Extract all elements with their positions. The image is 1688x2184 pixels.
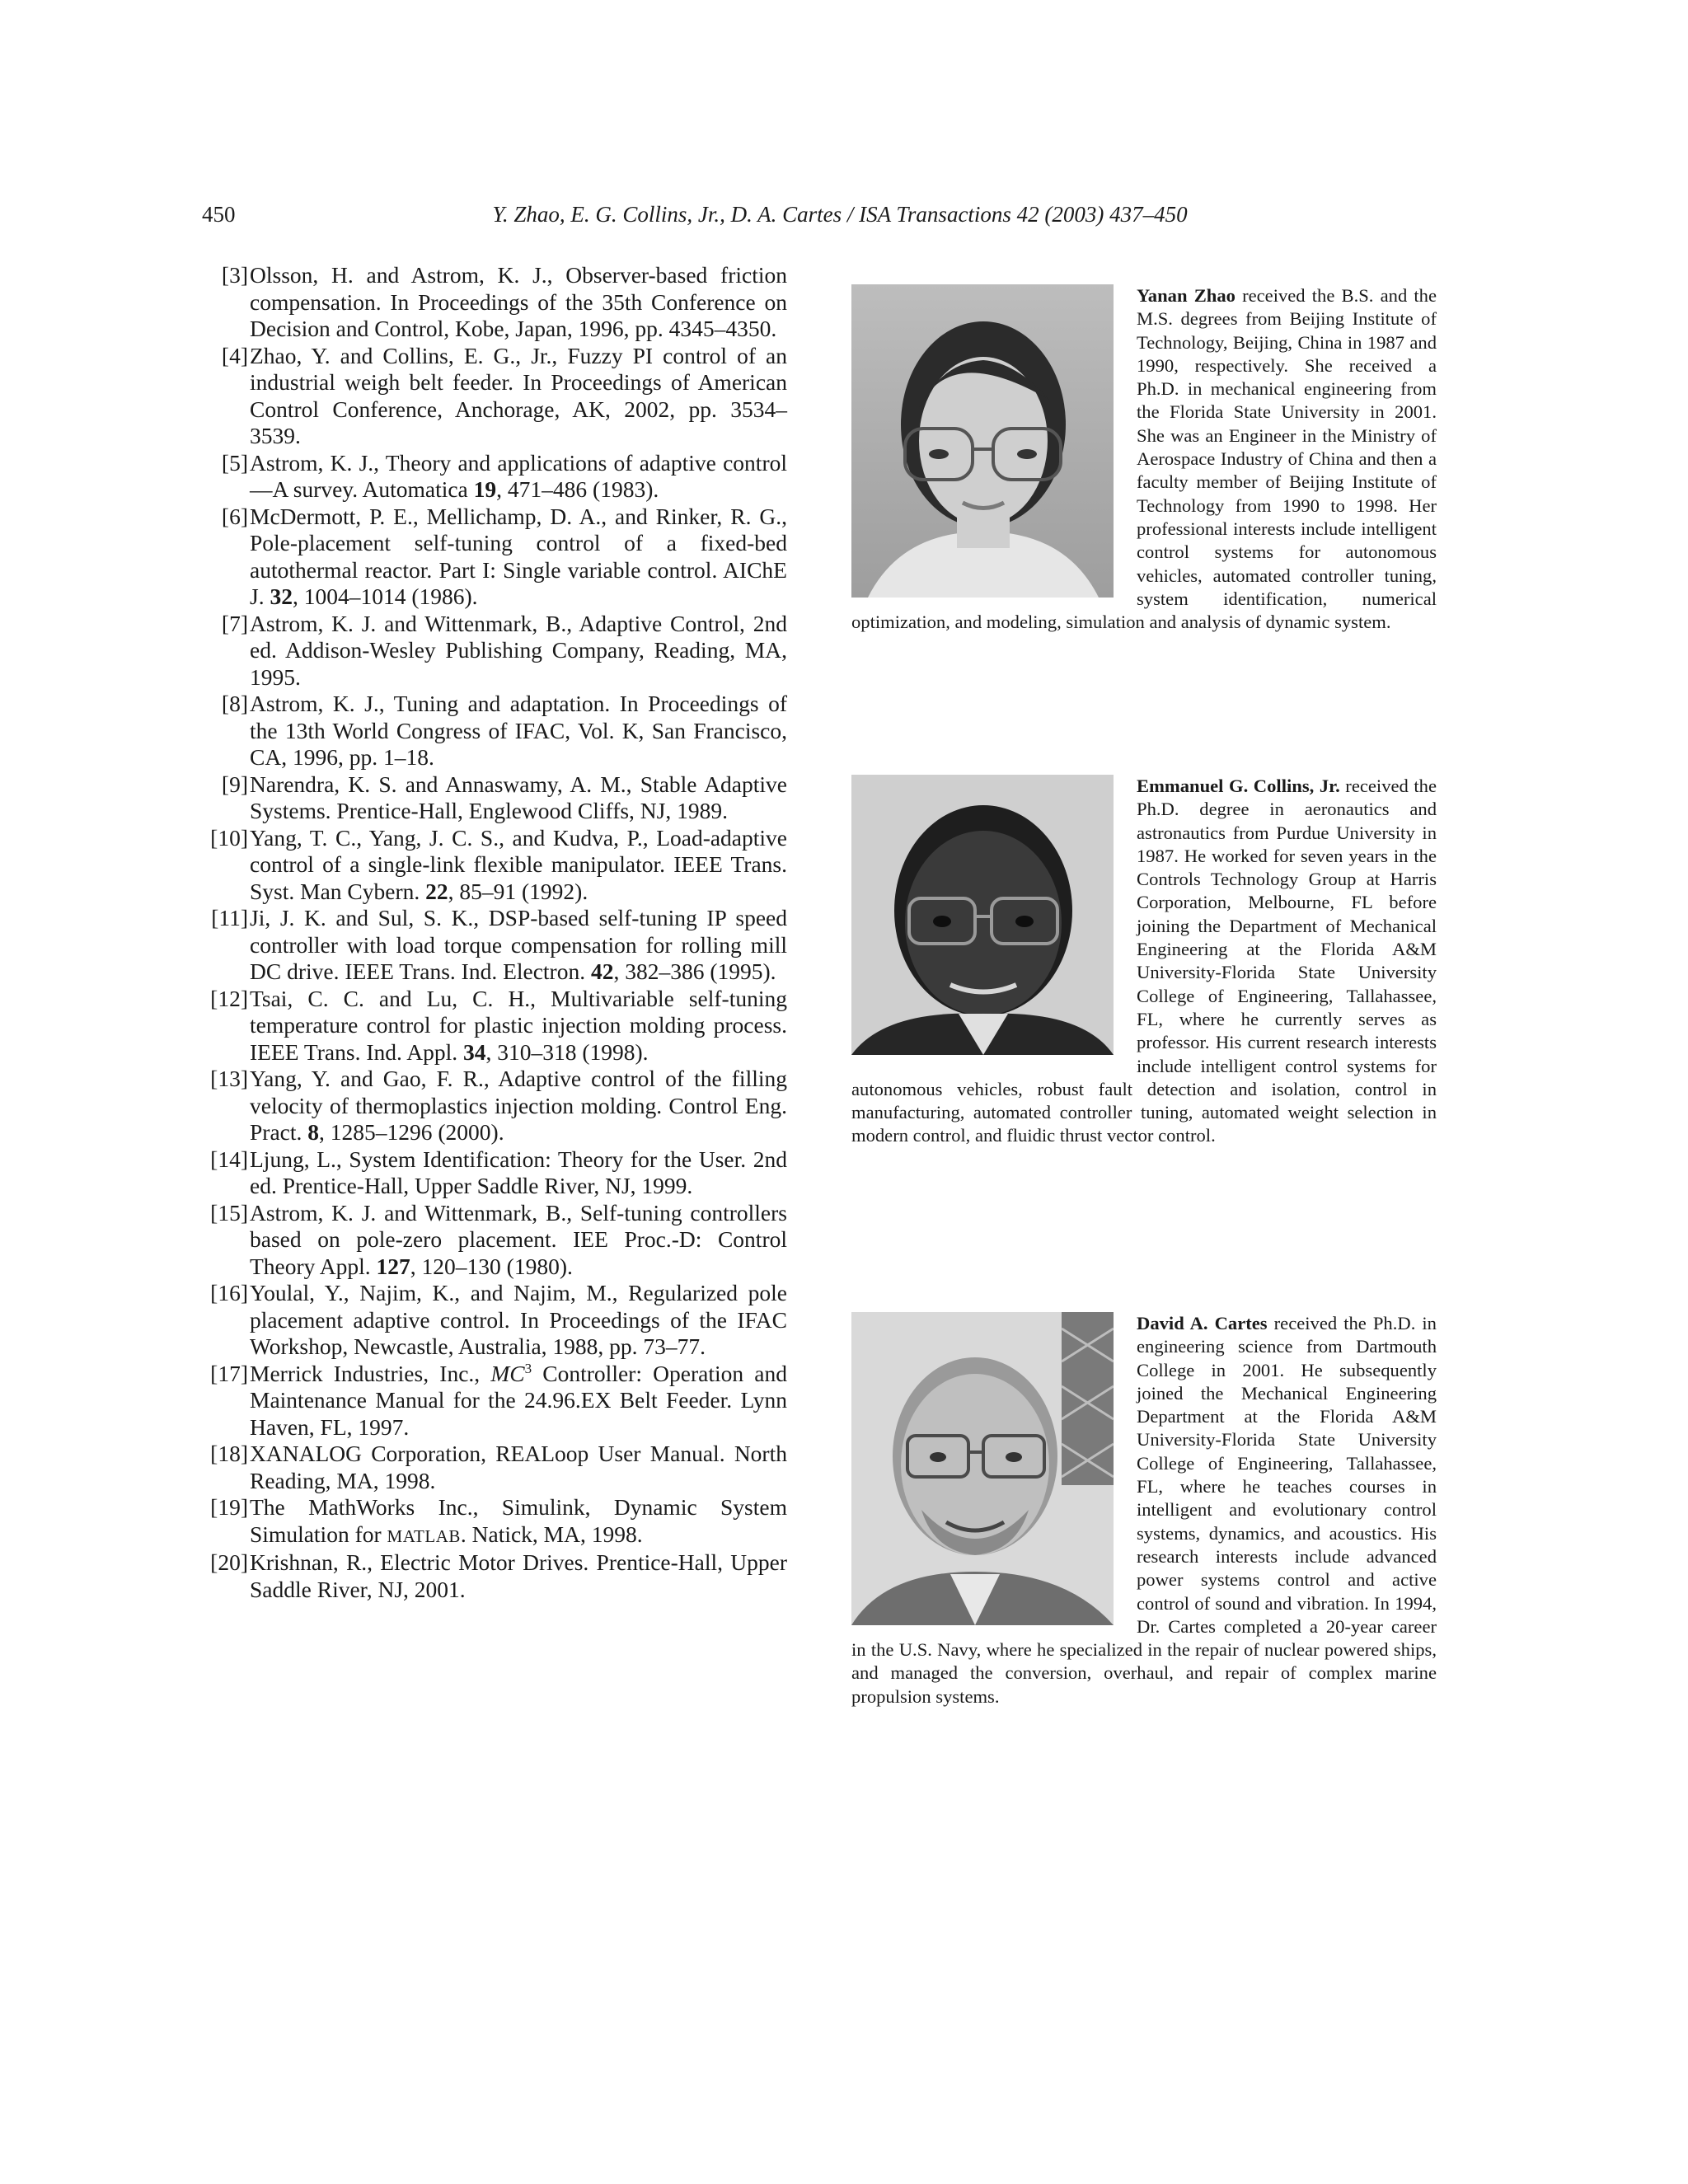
reference-item: [9] Narendra, K. S. and Annaswamy, A. M., Stable Adaptive Systems. Prentice-Hall, Englewood Cliffs, NJ, 1989. (221, 771, 787, 823)
reference-item: [7] Astrom, K. J. and Wittenmark, B., Adaptive Control, 2nd ed. Addison-Wesley Publishing Company, Reading, MA, 1995. (221, 610, 787, 690)
author-name: David A. Cartes (1137, 1313, 1268, 1333)
author-bio-cartes: David A. Cartes received the Ph.D. in engineering science from Dartmouth College in 2001. He subsequently joined the Mechanical Engineering Department at the Florida A&M University-Florida State University College of Engineering, Tallahassee, FL, where he teaches courses in intelligent and evolutionary control systems, dynamics, and acoustics. His research interests include advanced power systems control and active control of sound and vibration. In 1994, Dr. Cartes completed a 20-year career in the U.S. Navy, where he specialized in the repair of nuclear powered ships, and managed the conversion, overhaul, and repair of complex marine propulsion systems. (851, 1313, 1437, 1707)
running-title: Y. Zhao, E. G. Collins, Jr., D. A. Cartes / ISA Transactions 42 (2003) 437–450 (492, 202, 1188, 227)
reference-item: [8] Astrom, K. J., Tuning and adaptation. In Proceedings of the 13th World Congress of IFAC, Vol. K, San Francisco, CA, 1996, pp. 1–18. (221, 691, 787, 770)
reference-item: [15] Astrom, K. J. and Wittenmark, B., Self-tuning controllers based on pole-zero placement. IEE Proc.-D: Control Theory Appl. 127, 120–130 (1980). (210, 1199, 787, 1279)
running-header (202, 199, 1478, 232)
author-name: Emmanuel G. Collins, Jr. (1137, 776, 1340, 796)
reference-item: [5] Astrom, K. J., Theory and applications of adaptive control—A survey. Automatica 19, 471–486 (1983). (221, 449, 787, 502)
reference-item: [13] Yang, Y. and Gao, F. R., Adaptive control of the filling velocity of thermoplastics injection molding. Control Eng. Pract. 8, 1285–1296 (2000). (210, 1066, 787, 1145)
author-bio-collins: Emmanuel G. Collins, Jr. received the Ph.D. degree in aeronautics and astronautics from Purdue University in 1987. He worked for seven years in the Controls Technology Group at Harris Corporation, Melbourne, FL before joining the Department of Mechanical Engineering at the Florida A&M University-Florida State University College of Engineering, Tallahassee, FL, where he currently serves as professor. His current research interests include intelligent control systems for autonomous vehicles, robust fault detection and isolation, control in manufacturing, automated controller tuning, automated weight selection in modern control, and fluidic thrust vector control. (851, 776, 1437, 1146)
reference-item: [17] Merrick Industries, Inc., $MC^3$ Controller: Operation and Maintenance Manual for the 24.96.EX Belt Feeder. Lynn Haven, FL, 1997. (210, 1360, 788, 1440)
reference-item: [11] Ji, J. K. and Sul, S. K., DSP-based self-tuning IP speed controller with load torque compensation for rolling mill DC drive. IEEE Trans. Ind. Electron. 42, 382–386 (1995). (211, 905, 787, 984)
author-photo-cartes (851, 1312, 1114, 1625)
reference-item: [18] XANALOG Corporation, REALoop User Manual. North Reading, MA, 1998. (210, 1441, 787, 1493)
author-name: Yanan Zhao (1137, 285, 1236, 306)
author-bio-zhao: Yanan Zhao received the B.S. and the M.S. degrees from Beijing Institute of Technology, Beijing, China in 1987 and 1990, respectively. She received a Ph.D. in mechanical engineering from the Florida State University in 2001. She was an Engineer in the Ministry of Aerospace Industry of China and then a faculty member of Beijing Institute of Technology from 1990 to 1998. Her professional interests include intelligent control systems for autonomous vehicles, automated controller tuning, system identification, numerical optimization, and modeling, simulation and analysis of dynamic system. (851, 285, 1437, 633)
reference-list (202, 262, 787, 1603)
reference-item: [20] Krishnan, R., Electric Motor Drives. Prentice-Hall, Upper Saddle River, NJ, 2001. (210, 1549, 787, 1602)
portrait-image (851, 284, 1114, 598)
reference-item: [3] Olsson, H. and Astrom, K. J., Observer-based friction compensation. In Proceedings of the 35th Conference on Decision and Control, Kobe, Japan, 1996, pp. 4345–4350. (221, 262, 787, 341)
page-number: 450 (202, 202, 236, 227)
author-photo-zhao (851, 284, 1114, 598)
reference-item: [12] Tsai, C. C. and Lu, C. H., Multivariable self-tuning temperature control for plastic injection molding process. IEEE Trans. Ind. Appl. 34, 310–318 (1998). (210, 985, 787, 1065)
reference-item: [19] The MathWorks Inc., Simulink, Dynamic System Simulation for MATLAB. Natick, MA, 1998. (210, 1494, 787, 1547)
reference-item: [16] Youlal, Y., Najim, K., and Najim, M., Regularized pole placement adaptive control. In Proceedings of the IFAC Workshop, Newcastle, Australia, 1988, pp. 73–77. (210, 1280, 787, 1359)
reference-item: [6] McDermott, P. E., Mellichamp, D. A., and Rinker, R. G., Pole-placement self-tuning control of a fixed-bed autothermal reactor. Part I: Single variable control. AIChE J. 32, 1004–1014 (1986). (221, 503, 787, 609)
portrait-image (851, 1312, 1114, 1625)
reference-item: [14] Ljung, L., System Identification: Theory for the User. 2nd ed. Prentice-Hall, Upper Saddle River, NJ, 1999. (210, 1146, 787, 1198)
reference-item: [10] Yang, T. C., Yang, J. C. S., and Kudva, P., Load-adaptive control of a single-link flexible manipulator. IEEE Trans. Syst. Man Cybern. 22, 85–91 (1992). (210, 824, 787, 904)
author-photo-collins (851, 775, 1114, 1055)
reference-item: [4] Zhao, Y. and Collins, E. G., Jr., Fuzzy PI control of an industrial weigh belt feeder. In Proceedings of American Control Conference, Anchorage, AK, 2002, pp. 3534–3539. (221, 342, 787, 448)
portrait-image (851, 775, 1114, 1055)
